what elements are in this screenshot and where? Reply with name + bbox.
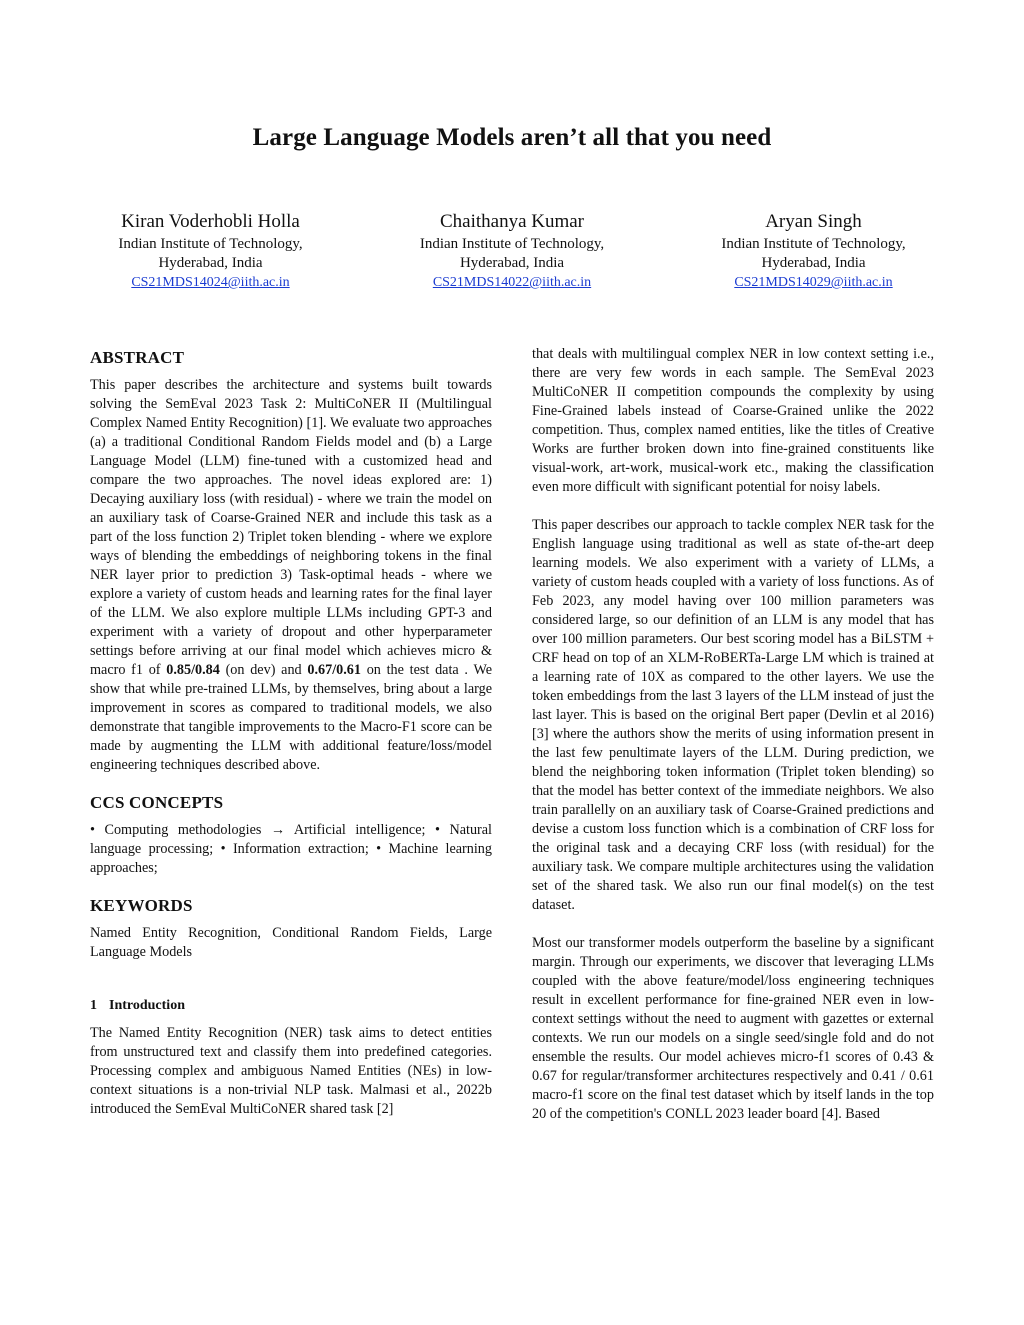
ccs-text: • Computing methodologies → Artificial intelligence; • Natural language processing; • Information extraction; • Machine learning approaches;	[90, 822, 492, 876]
abstract-text	[90, 376, 492, 775]
body-paragraph-3: Most our transformer models outperform the baseline by a significant margin. Through our experiments, we discover that leveraging LLMs coupled with the above feature/model/loss engineering techniques result in excellent performance for fine-grained NER even in low-context settings without the need to augment with gazettes or external contexts. We run our models on a single seed/single fold and do not ensemble the results. Our model achieves micro-f1 scores of 0.43 & 0.67 for regular/transformer architectures respectively and 0.41 / 0.61 macro-f1 score on the final test dataset which by itself lands in the top 20 of the competition's CONLL 2023 leader board [4]. Based	[532, 935, 934, 1122]
author-email-link[interactable]: CS21MDS14022@iith.ac.in	[432, 275, 592, 290]
author-name: Chaithanya Kumar	[439, 211, 585, 232]
author-1	[60, 210, 361, 292]
author-affiliation: Indian Institute of Technology,	[118, 236, 303, 252]
section-number: 1	[90, 998, 97, 1013]
author-affiliation: Indian Institute of Technology,	[419, 236, 605, 252]
ccs-heading: CCS CONCEPTS	[90, 793, 224, 812]
author-location: Hyderabad, India	[459, 255, 565, 271]
introduction-heading	[90, 996, 492, 1015]
author-block	[60, 210, 964, 292]
body-paragraph-2: This paper describes our approach to tackle complex NER task for the English language using traditional as well as state of-the-art deep learning models. We also experiment with a variety of LLMs, a variety of custom heads coupled with a variety of loss functions. As of Feb 2023, any model having over 100 million parameters was considered large, so our definition of an LLM is any model that has over 100 million parameters. Our best scoring model has a BiLSTM + CRF head on top of an XLM-RoBERTa-Large LM which is trained at a learning rate of 10X as compared to the other layers. We use the token embeddings from the last 3 layers of the LLM instead of just the last layer. This is based on the original Bert paper (Devlin et al 2016) [3] where the authors show the merits of using information present in the last few penultimate layers of the LLM. During prediction, we blend the neighboring token information (Triplet token blending) so that the model has better context of the immediate neighbors. We also train parallelly on an auxiliary task of Coarse-Grained predictions and devise a custom loss function which is a combination of CRF loss for the original task and a decaying CRF loss (with residual) for the auxiliary task. We compare multiple architectures using the validation set of the shared task. We also run our final model(s) on the test dataset.	[532, 517, 934, 913]
section-title: Introduction	[109, 998, 185, 1013]
keywords-text: Named Entity Recognition, Conditional Random Fields, Large Language Models	[90, 925, 492, 960]
author-3	[663, 210, 964, 292]
author-affiliation: Indian Institute of Technology,	[721, 236, 906, 252]
left-column	[90, 348, 492, 1119]
abstract-text-part: (on dev) and	[219, 662, 308, 678]
abstract-heading: ABSTRACT	[90, 348, 185, 367]
abstract-text-part: on the test data . We show that while pre-trained LLMs, by themselves, bring about a large improvement in scores as compared to traditional models, we also demonstrate that tangible improvements to the Macro-F1 score can be made by augmenting the LLM with additional feature/loss/model engineering techniques described above.	[90, 662, 492, 773]
author-name: Aryan Singh	[765, 211, 862, 232]
keywords-heading: KEYWORDS	[90, 896, 193, 915]
keywords-section	[90, 896, 492, 962]
paper-title: Large Language Models aren’t all that you need	[252, 124, 772, 151]
ccs-section	[90, 793, 492, 878]
author-name: Kiran Voderhobli Holla	[121, 211, 300, 232]
introduction-paragraph: The Named Entity Recognition (NER) task aims to detect entities from unstructured text and classify them into predefined categories. Processing complex and ambiguous Named Entities (NEs) in low-context situations is a non-trivial NLP task. Malmasi et al., 2022b introduced the SemEval MultiCoNER shared task [2]	[90, 1025, 492, 1117]
right-column	[532, 345, 934, 1124]
body-paragraph-1: that deals with multilingual complex NER in low context setting i.e., there are very few words in each sample. The SemEval 2023 MultiCoNER II competition compounds the complexity by using Fine-Grained labels instead of Coarse-Grained unlike the 2022 competition. Thus, complex named entities, like the titles of Creative Works are further broken down into fine-grained constituents like visual-work, art-work, musical-work etc., making the classification even more difficult with significant potential for noisy labels.	[532, 346, 934, 495]
author-location: Hyderabad, India	[158, 255, 263, 271]
test-score: 0.67/0.61	[307, 662, 361, 678]
abstract-text-part: This paper describes the architecture and systems built towards solving the SemEval 2023 Task 2: MultiCoNER II (Multilingual Complex Named Entity Recognition) [1]. We evaluate two approaches (a) a traditional Conditional Random Fields model and (b) a Large Language Model (LLM) fine-tuned with a customized head and compare the two approaches. The novel ideas explored are: 1) Decaying auxiliary loss (with residual) - where we train the model on an auxiliary task of Coarse-Grained NER and include this task as a part of the loss function 2) Triplet token blending - where we explore ways of blending the embeddings of neighboring tokens in the final NER layer prior to prediction 3) Task-optimal heads - where we explore a variety of custom heads and learning rates for the final layer of the LLM. We also explore multiple LLMs including GPT-3 and experiment with a variety of dropout and other hyperparameter settings before arriving at our final model which achieves micro & macro f1 of	[90, 377, 492, 678]
dev-score: 0.85/0.84	[166, 662, 220, 678]
author-email-link[interactable]: CS21MDS14024@iith.ac.in	[131, 275, 290, 290]
author-location: Hyderabad, India	[761, 255, 866, 271]
abstract-section	[90, 348, 492, 775]
author-email-link[interactable]: CS21MDS14029@iith.ac.in	[734, 275, 893, 290]
author-2	[362, 210, 663, 292]
